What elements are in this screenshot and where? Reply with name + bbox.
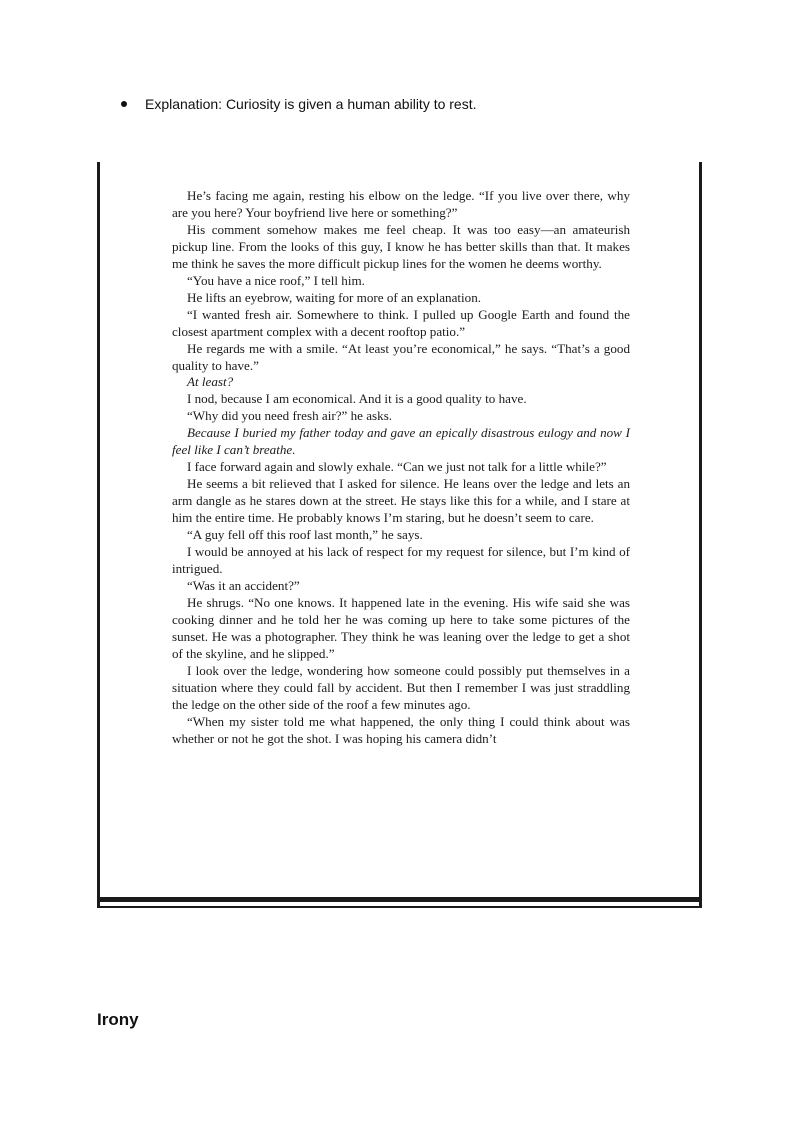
- excerpt-paragraph: He seems a bit relieved that I asked for silence. He leans over the ledge and lets an arm dangle as he stares down at the street. He stays like this for a while, and I stare at him the entire time. He probably knows I’m staring, but he doesn’t seem to care.: [172, 476, 630, 526]
- excerpt-paragraph: He lifts an eyebrow, waiting for more of an explanation.: [187, 289, 482, 305]
- explanation-bullet: [121, 96, 477, 112]
- excerpt-frame-bottom-rule: [97, 906, 702, 908]
- excerpt-paragraph: I nod, because I am economical. And it is a good quality to have.: [187, 391, 527, 407]
- excerpt-paragraph: He shrugs. “No one knows. It happened late in the evening. His wife said she was cooking dinner and he told her he was coming up here to take some pictures of the sunset. He was a photographer. They think he was leaning over the ledge to get a shot of the skyline, and he slipped.”: [172, 594, 630, 661]
- book-excerpt: [172, 188, 630, 747]
- excerpt-paragraph: At least?: [187, 374, 234, 390]
- excerpt-paragraph: Because I buried my father today and gave an epically disastrous eulogy and now I feel like I can’t breathe.: [172, 425, 630, 458]
- excerpt-paragraph: He’s facing me again, resting his elbow on the ledge. “If you live over there, why are you here? Your boyfriend live here or something?”: [172, 188, 630, 220]
- bullet-icon: [121, 101, 127, 107]
- explanation-text: Explanation: Curiosity is given a human ability to rest.: [145, 96, 477, 112]
- excerpt-frame-bottom-border: [97, 897, 702, 902]
- excerpt-paragraph: I would be annoyed at his lack of respect for my request for silence, but I’m kind of intrigued.: [172, 544, 630, 576]
- excerpt-paragraph: “I wanted fresh air. Somewhere to think. I pulled up Google Earth and found the closest apartment complex with a decent rooftop patio.”: [172, 306, 630, 339]
- excerpt-paragraph: I look over the ledge, wondering how someone could possibly put themselves in a situation where they could fall by accident. But then I remember I was just straddling the ledge on the other side of the roof a few minutes ago.: [172, 662, 630, 712]
- excerpt-paragraph: He regards me with a smile. “At least you’re economical,” he says. “That’s a good quality to have.”: [172, 340, 630, 373]
- excerpt-paragraph: His comment somehow makes me feel cheap. It was too easy—an amateurish pickup line. From the looks of this guy, I know he has better skills than that. It makes me think he saves the more difficult pickup lines for the women he deems worthy.: [172, 221, 630, 271]
- excerpt-paragraph: I face forward again and slowly exhale. “Can we just not talk for a little while?”: [187, 459, 607, 475]
- excerpt-paragraph: “Why did you need fresh air?” he asks.: [187, 408, 393, 424]
- excerpt-paragraph: “You have a nice roof,” I tell him.: [187, 272, 365, 288]
- excerpt-paragraph: “A guy fell off this roof last month,” he says.: [187, 527, 423, 543]
- excerpt-paragraph: “Was it an accident?”: [187, 577, 300, 593]
- excerpt-paragraph: “When my sister told me what happened, the only thing I could think about was whether or not he got the shot. I was hoping his camera didn’t: [172, 713, 630, 746]
- section-heading: Irony: [97, 1010, 139, 1029]
